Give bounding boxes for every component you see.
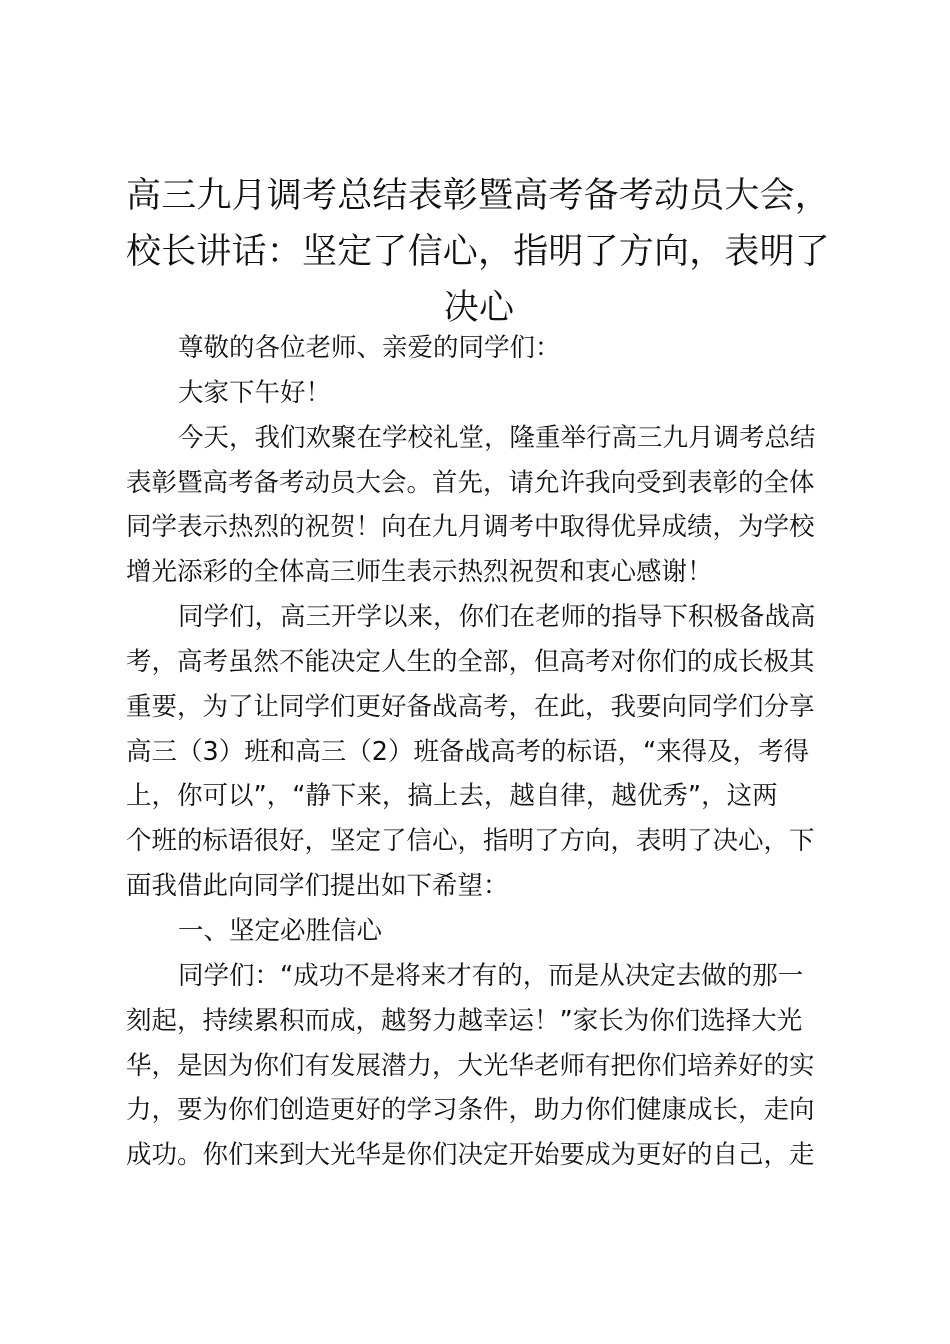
title-line: 高三九月调考总结表彰暨高考备考动员大会， bbox=[126, 176, 831, 216]
paragraph-line: 上，你可以”，“静下来，搞上去，越自律，越优秀”，这两 bbox=[126, 781, 778, 812]
paragraph-line: 刻起，持续累积而成，越努力越幸运！”家长为你们选择大光 bbox=[126, 1005, 803, 1036]
paragraph-line: 同学表示热烈的祝贺！向在九月调考中取得优异成绩，为学校 bbox=[126, 512, 815, 543]
paragraph-line: 同学们，高三开学以来，你们在老师的指导下积极备战高 bbox=[178, 602, 816, 633]
title-line: 校长讲话：坚定了信心，指明了方向，表明了 bbox=[126, 232, 831, 272]
paragraph-line: 表彰暨高考备考动员大会。首先，请允许我向受到表彰的全体 bbox=[126, 467, 815, 498]
paragraph-line: 增光添彩的全体高三师生表示热烈祝贺和衷心感谢！ bbox=[126, 557, 713, 588]
paragraph-line: 重要，为了让同学们更好备战高考，在此，我要向同学们分享 bbox=[126, 691, 815, 722]
title-line: 决心 bbox=[443, 288, 515, 328]
document-title bbox=[126, 168, 832, 336]
paragraph-line: 个班的标语很好，坚定了信心，指明了方向，表明了决心，下 bbox=[126, 826, 815, 857]
paragraph-line: 考，高考虽然不能决定人生的全部，但高考对你们的成长极其 bbox=[126, 646, 815, 677]
paragraph-line: 成功。你们来到大光华是你们决定开始要成为更好的自己，走 bbox=[126, 1140, 815, 1171]
paragraph-line: 华，是因为你们有发展潜力，大光华老师有把你们培养好的实 bbox=[126, 1050, 815, 1081]
section-heading: 一、坚定必胜信心 bbox=[178, 915, 383, 946]
paragraph-line: 力，要为你们创造更好的学习条件，助力你们健康成长，走向 bbox=[126, 1095, 815, 1126]
paragraph-line: 高三（3）班和高三（2）班备战高考的标语，“来得及，考得 bbox=[126, 736, 810, 767]
paragraph-line: 面我借此向同学们提出如下希望： bbox=[126, 871, 509, 902]
document-body bbox=[126, 326, 834, 1178]
paragraph-line: 同学们：“成功不是将来才有的，而是从决定去做的那一 bbox=[178, 960, 804, 991]
salutation: 尊敬的各位老师、亲爱的同学们： bbox=[178, 333, 561, 363]
paragraph-line: 今天，我们欢聚在学校礼堂，隆重举行高三九月调考总结 bbox=[178, 422, 816, 453]
greeting: 大家下午好！ bbox=[178, 377, 332, 408]
